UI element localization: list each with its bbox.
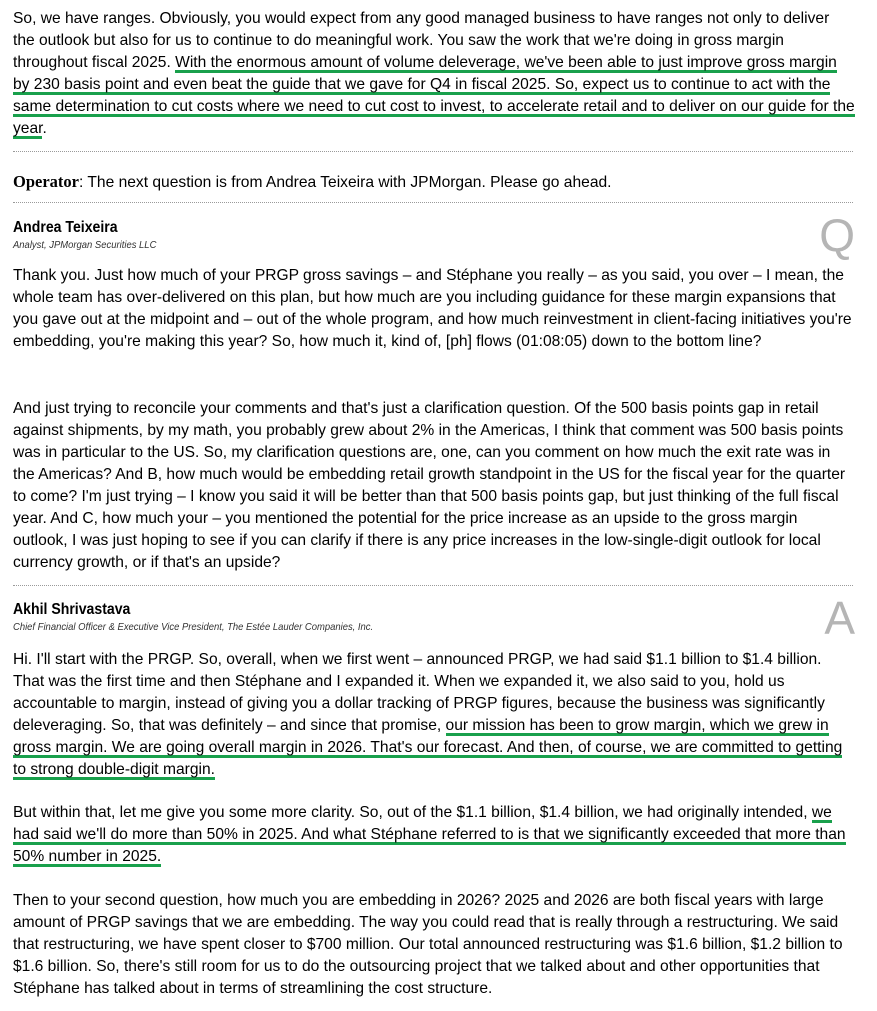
answer-body (13, 802, 855, 868)
intro-highlighted-text: With the enormous amount of volume deleverage, we've been able to just improve gross margin by 230 basis point and even beat the guide that we gave for Q4 in fiscal 2025. So, expect us to continue to act with the same determination to cut costs where we need to cut cost to invest, to accelerate retail and to deliver on our guide for the year (13, 54, 855, 137)
separator (13, 151, 853, 152)
speaker-role: Chief Financial Officer & Executive Vice President, The Estée Lauder Companies, Inc. (13, 621, 374, 633)
operator-label: Operator (13, 172, 79, 191)
answer-paragraph (13, 649, 855, 781)
answer-highlighted-text: we had said we'll do more than 50% in 2025. And what Stéphane referred to is that we significantly exceeded that more than 50% number in 2025. (13, 804, 846, 865)
speaker-name: Andrea Teixeira (13, 219, 118, 236)
operator-line (13, 171, 612, 194)
question-marker: Q (819, 209, 855, 261)
intro-text: So, we have ranges. Obviously, you would expect from any good managed business to have ranges not only to deliver the outlook but also for us to continue to do meaningful work. You saw the work that we're doing in gross margin throughout fiscal 2025. (13, 10, 830, 71)
answer-paragraph: Then to your second question, how much you are embedding in 2026? 2025 and 2026 are both fiscal years with large amount of PRGP savings that we are embedding. The way you could read that is really through a restructuring. We said that restructuring, we have spent closer to $700 million. Our total announced restructuring was $1.6 billion, $1.2 billion to $1.6 billion. So, there's still room for us to do the outsourcing project that we talked about and other opportunities that Stéphane has talked about in terms of streamlining the cost structure. (13, 892, 843, 997)
intro-paragraph (13, 8, 855, 140)
question-paragraph: Thank you. Just how much of your PRGP gross savings – and Stéphane you really – as you said, you over – I mean, the whole team has over-delivered on this plan, but how much are you including guidance for these margin expansions that you gave out at the midpoint and – out of the whole program, and how much reinvestment in client-facing initiatives you're embedding, you're making this year? So, how much it, kind of, [ph] flows (01:08:05) down to the bottom line? (13, 267, 852, 350)
answer-paragraph (13, 802, 855, 868)
separator (13, 202, 853, 203)
question-body (13, 398, 855, 574)
answer-speaker (13, 600, 413, 634)
question-body (13, 265, 855, 353)
answer-marker: A (824, 592, 855, 644)
operator-text: : The next question is from Andrea Teixeira with JPMorgan. Please go ahead. (78, 174, 612, 191)
separator (13, 585, 853, 586)
answer-text: But within that, let me give you some more clarity. So, out of the $1.1 billion, $1.4 billion, we had originally intended, (13, 804, 812, 821)
intro-section (13, 8, 855, 140)
intro-text-end: . (42, 120, 47, 137)
question-speaker (13, 218, 172, 252)
answer-highlighted-text: our mission has been to grow margin, which we grew in gross margin. We are going overall margin in 2026. That's our forecast. And then, of course, we are committed to getting to strong double-digit margin. (13, 717, 843, 778)
question-paragraph: And just trying to reconcile your comments and that's just a clarification question. Of the 500 basis points gap in retail against shipments, by my math, you probably grew about 2% in the Americas, I think that comment was 500 basis points was in particular to the US. So, my clarification questions are, one, can you comment on how much the exit rate was in the Americas? And B, how much would be embedding retail growth standpoint in the US for the fiscal year for the quarter to come? I'm just trying – I know you said it will be better than that 500 basis points gap, but just thinking of the full fiscal year. And C, how much your – you mentioned the potential for the price increase as an upside to the gross margin outlook, I was just hoping to see if you can clarify if there is any price increases in the low-single-digit outlook for local currency growth, or if that's an upside? (13, 400, 846, 571)
answer-body (13, 890, 855, 1000)
speaker-name: Akhil Shrivastava (13, 601, 131, 618)
speaker-role: Analyst, JPMorgan Securities LLC (13, 239, 157, 251)
answer-body (13, 649, 855, 781)
answer-text: Hi. I'll start with the PRGP. So, overall, when we first went – announced PRGP, we had said $1.1 billion to $1.4 billion. That was the first time and then Stéphane and I expanded it. When we expanded it, we also said to you, hold us accountable to margin, instead of giving you a dollar tracking of PRGP figures, because the business was significantly deleveraging. So, that was definitely – and since that promise, (13, 651, 825, 734)
